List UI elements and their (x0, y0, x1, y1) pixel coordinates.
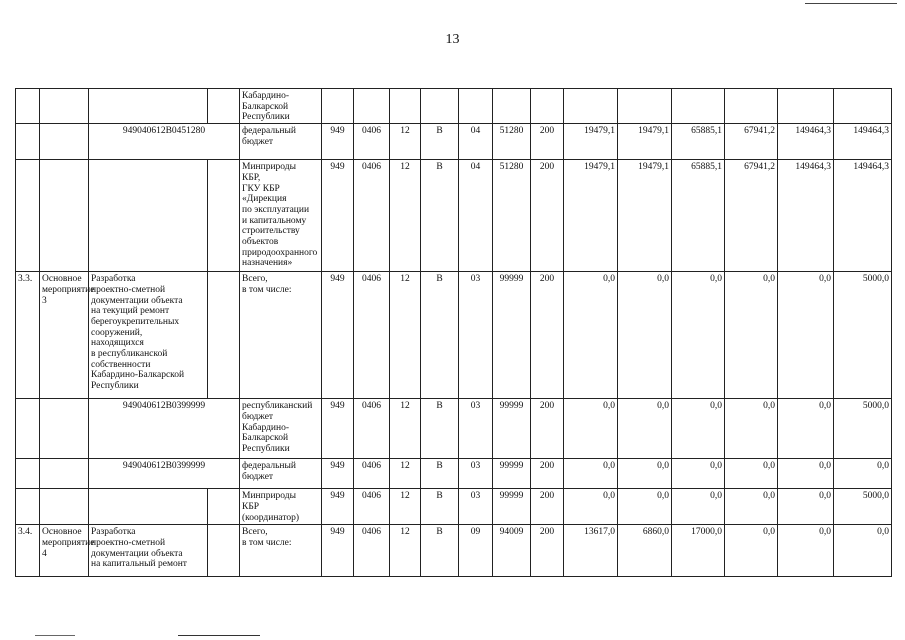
cell-vr: 200 (531, 459, 564, 489)
cell-v6: 0,0 (834, 459, 892, 489)
cell-direction: 99999 (493, 489, 531, 525)
cell-v4: 0,0 (725, 489, 778, 525)
cell-event (40, 399, 89, 459)
cell-description (89, 489, 208, 525)
cell-vr: 200 (531, 124, 564, 160)
cell-v1: 19479,1 (564, 124, 618, 160)
cell-executor: Минприроды КБР, ГКУ КБР «Дирекция по эксплуатации и капитальному строительству объектов природоохранного назначения» (240, 160, 322, 272)
cell-v6 (834, 89, 892, 124)
table-row (16, 89, 892, 124)
cell-v1 (564, 89, 618, 124)
cell-v6: 0,0 (834, 525, 892, 577)
cell-description (89, 89, 208, 124)
cell-gp: 12 (390, 489, 421, 525)
cell-v4: 67941,2 (725, 160, 778, 272)
cell-vr: 200 (531, 399, 564, 459)
cell-v6: 5000,0 (834, 272, 892, 399)
cell-num: 3.3. (16, 272, 40, 399)
cell-v1: 0,0 (564, 399, 618, 459)
cell-v1: 0,0 (564, 489, 618, 525)
footer-rule (178, 635, 260, 636)
cell-v5: 0,0 (778, 272, 834, 399)
cell-event: Основное мероприятие 3 (40, 272, 89, 399)
table-row (16, 489, 892, 525)
cell-vr: 200 (531, 160, 564, 272)
cell-executor: Минприроды КБР (координатор) (240, 489, 322, 525)
cell-rzpr: 0406 (354, 124, 390, 160)
cell-vr: 200 (531, 489, 564, 525)
cell-code (208, 272, 240, 399)
cell-pgp: В (421, 160, 459, 272)
cell-executor: федеральный бюджет (240, 459, 322, 489)
cell-rzpr: 0406 (354, 459, 390, 489)
cell-description (89, 160, 208, 272)
cell-direction: 51280 (493, 124, 531, 160)
cell-event (40, 89, 89, 124)
cell-gp: 12 (390, 272, 421, 399)
cell-v5: 0,0 (778, 399, 834, 459)
footer-rule (35, 635, 75, 636)
cell-pgp (421, 89, 459, 124)
cell-v2: 0,0 (618, 459, 672, 489)
table-row (16, 459, 892, 489)
cell-v5 (778, 89, 834, 124)
cell-v1: 0,0 (564, 459, 618, 489)
cell-om: 03 (459, 459, 493, 489)
cell-gp: 12 (390, 124, 421, 160)
budget-table (15, 88, 892, 577)
cell-rzpr: 0406 (354, 489, 390, 525)
cell-rzpr: 0406 (354, 160, 390, 272)
cell-v1: 19479,1 (564, 160, 618, 272)
cell-v3: 0,0 (672, 272, 725, 399)
cell-code (208, 489, 240, 525)
cell-grbs: 949 (322, 399, 354, 459)
cell-event (40, 160, 89, 272)
cell-v5: 0,0 (778, 459, 834, 489)
cell-v2: 0,0 (618, 399, 672, 459)
cell-om: 03 (459, 399, 493, 459)
cell-executor: Всего, в том числе: (240, 525, 322, 577)
cell-description: Разработка проектно-сметной документации объекта на текущий ремонт берегоукрепительных сооружений, находящихся в республиканской собственности Кабардино-Балкарской Республики (89, 272, 208, 399)
page-number: 13 (445, 32, 460, 47)
cell-grbs: 949 (322, 489, 354, 525)
cell-description: Разработка проектно-сметной документации объекта на капитальный ремонт (89, 525, 208, 577)
cell-vr (531, 89, 564, 124)
cell-v5: 0,0 (778, 525, 834, 577)
cell-om: 09 (459, 525, 493, 577)
cell-pgp: В (421, 459, 459, 489)
cell-gp (390, 89, 421, 124)
cell-v4: 0,0 (725, 272, 778, 399)
cell-v4 (725, 89, 778, 124)
cell-grbs: 949 (322, 525, 354, 577)
cell-pgp: В (421, 525, 459, 577)
cell-direction (493, 89, 531, 124)
cell-num: 3.4. (16, 525, 40, 577)
cell-pgp: В (421, 124, 459, 160)
cell-grbs: 949 (322, 459, 354, 489)
cell-executor: республиканский бюджет Кабардино- Балкарской Республики (240, 399, 322, 459)
cell-v3: 0,0 (672, 459, 725, 489)
cell-direction: 94009 (493, 525, 531, 577)
cell-v2: 19479,1 (618, 124, 672, 160)
table-row (16, 124, 892, 160)
cell-om (459, 89, 493, 124)
cell-gp: 12 (390, 459, 421, 489)
cell-direction: 99999 (493, 272, 531, 399)
cell-v3 (672, 89, 725, 124)
cell-v2: 0,0 (618, 489, 672, 525)
cell-executor: федеральный бюджет (240, 124, 322, 160)
cell-rzpr (354, 89, 390, 124)
cell-v3: 65885,1 (672, 124, 725, 160)
cell-rzpr: 0406 (354, 399, 390, 459)
cell-rzpr: 0406 (354, 272, 390, 399)
cell-v6: 149464,3 (834, 124, 892, 160)
cell-vr: 200 (531, 272, 564, 399)
cell-event (40, 124, 89, 160)
cell-event: Основное мероприятие 4 (40, 525, 89, 577)
cell-vr: 200 (531, 525, 564, 577)
cell-pgp: В (421, 399, 459, 459)
cell-om: 03 (459, 489, 493, 525)
cell-num (16, 160, 40, 272)
cell-code (208, 525, 240, 577)
table-row (16, 160, 892, 272)
cell-num (16, 459, 40, 489)
cell-v4: 0,0 (725, 399, 778, 459)
cell-pgp: В (421, 489, 459, 525)
cell-rzpr: 0406 (354, 525, 390, 577)
cell-code (208, 160, 240, 272)
cell-v6: 5000,0 (834, 399, 892, 459)
cell-grbs: 949 (322, 160, 354, 272)
cell-event (40, 459, 89, 489)
cell-v1: 13617,0 (564, 525, 618, 577)
cell-v3: 17000,0 (672, 525, 725, 577)
cell-grbs: 949 (322, 124, 354, 160)
cell-code: 949040612В0399999 (89, 459, 240, 489)
cell-v4: 67941,2 (725, 124, 778, 160)
cell-code: 949040612В0399999 (89, 399, 240, 459)
table-row (16, 525, 892, 577)
cell-num (16, 489, 40, 525)
cell-v4: 0,0 (725, 525, 778, 577)
cell-v5: 0,0 (778, 489, 834, 525)
cell-executor: Кабардино- Балкарской Республики (240, 89, 322, 124)
cell-gp: 12 (390, 525, 421, 577)
cell-num (16, 399, 40, 459)
cell-gp: 12 (390, 399, 421, 459)
cell-num (16, 124, 40, 160)
cell-direction: 99999 (493, 399, 531, 459)
cell-code (208, 89, 240, 124)
cell-v5: 149464,3 (778, 160, 834, 272)
cell-direction: 51280 (493, 160, 531, 272)
cell-om: 04 (459, 160, 493, 272)
cell-v4: 0,0 (725, 459, 778, 489)
cell-v6: 5000,0 (834, 489, 892, 525)
cell-code: 949040612В0451280 (89, 124, 240, 160)
cell-grbs: 949 (322, 272, 354, 399)
cell-executor: Всего, в том числе: (240, 272, 322, 399)
cell-num (16, 89, 40, 124)
cell-v3: 65885,1 (672, 160, 725, 272)
cell-om: 03 (459, 272, 493, 399)
cell-om: 04 (459, 124, 493, 160)
cell-v2 (618, 89, 672, 124)
cell-v3: 0,0 (672, 399, 725, 459)
cell-v3: 0,0 (672, 489, 725, 525)
cell-v5: 149464,3 (778, 124, 834, 160)
cell-grbs (322, 89, 354, 124)
cell-v2: 19479,1 (618, 160, 672, 272)
cell-v1: 0,0 (564, 272, 618, 399)
cell-pgp: В (421, 272, 459, 399)
cell-gp: 12 (390, 160, 421, 272)
table-row (16, 399, 892, 459)
cell-direction: 99999 (493, 459, 531, 489)
cell-v2: 0,0 (618, 272, 672, 399)
cell-v6: 149464,3 (834, 160, 892, 272)
header-rule (805, 3, 897, 4)
cell-event (40, 489, 89, 525)
table-row (16, 272, 892, 399)
cell-v2: 6860,0 (618, 525, 672, 577)
